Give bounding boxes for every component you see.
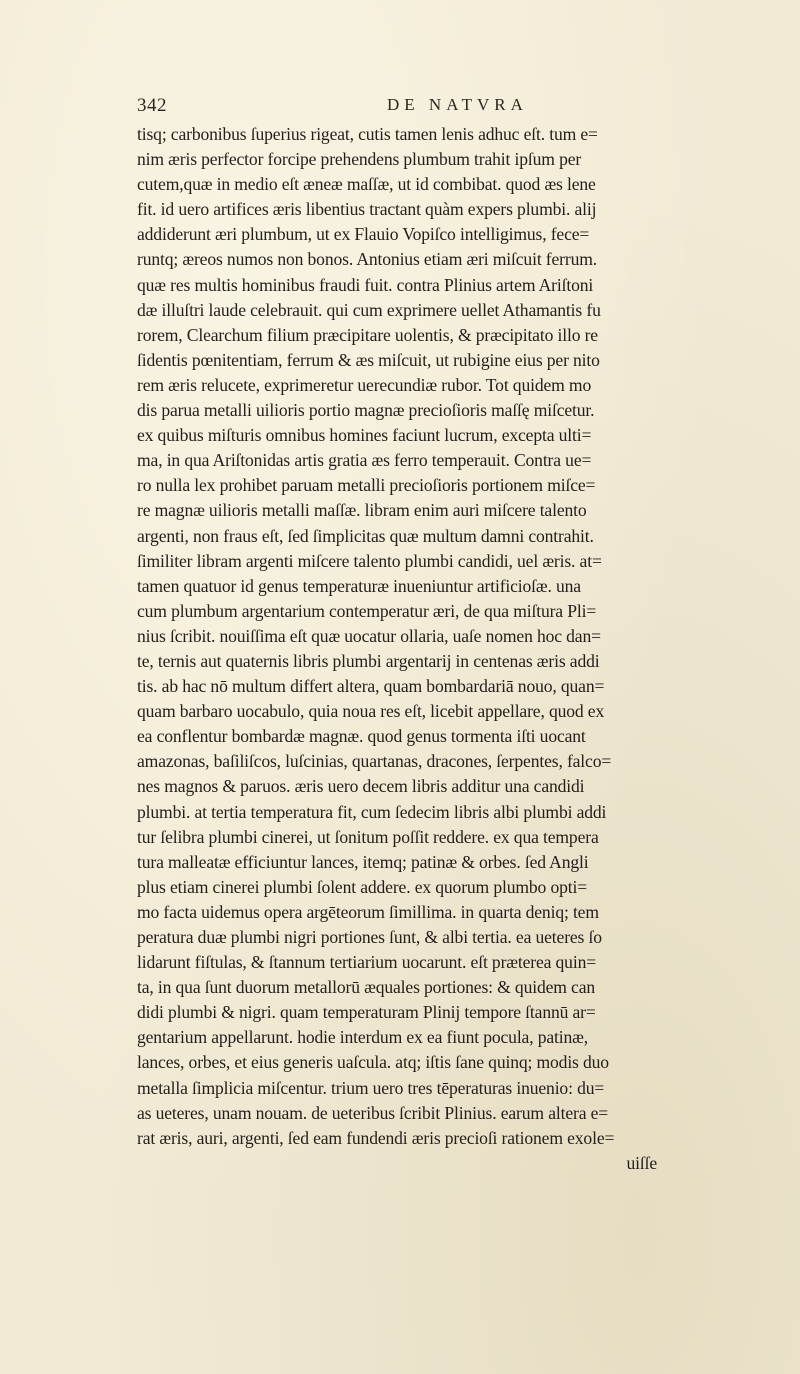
catchword: uiſſe — [626, 1152, 657, 1173]
text-line: lances, orbes, et eius generis uaſcula. atq; iſtis ſane quinq; modis duo — [137, 1052, 609, 1073]
text-line: plus etiam cinerei plumbi ſolent addere. ex quorum plumbo opti= — [137, 876, 587, 897]
text-line: quam barbaro uocabulo, quia noua res eſt, licebit appellare, quod ex — [137, 701, 605, 722]
text-line: cutem,quæ in medio eſt æneæ maſſæ, ut id combibat. quod æs lene — [137, 174, 596, 195]
text-line: ſimiliter libram argenti miſcere talento plumbi candidi, uel æris. at= — [137, 550, 602, 571]
body-text — [137, 122, 657, 1176]
text-line: tis. ab hac nō multum differt altera, quam bombardariā nouo, quan= — [137, 676, 605, 697]
text-line: gentarium appellarunt. hodie interdum ex ea fiunt pocula, patinæ, — [137, 1027, 588, 1048]
text-line: quæ res multis hominibus fraudi fuit. contra Plinius artem Ariſtoni — [137, 274, 594, 295]
text-line: mo facta uidemus opera argēteorum ſimillima. in quarta deniq; tem — [137, 901, 599, 922]
text-line: tur ſelibra plumbi cinerei, ut ſonitum poſſit reddere. ex qua tempera — [137, 826, 599, 847]
text-line: ea conflentur bombardæ magnæ. quod genus tormenta iſti uocant — [137, 726, 586, 747]
text-line: fit. id uero artifices æris libentius tractant quàm expers plumbi. alij — [137, 199, 597, 220]
text-line: plumbi. at tertia temperatura fit, cum ſedecim libris albi plumbi addi — [137, 801, 607, 822]
text-line: ex quibus miſturis omnibus homines faciunt lucrum, excepta ulti= — [137, 425, 592, 446]
text-line: rat æris, auri, argenti, ſed eam fundendi æris precioſi rationem exole= — [137, 1127, 615, 1148]
page-number: 342 — [137, 95, 167, 116]
text-line: nius ſcribit. nouiſſima eſt quæ uocatur ollaria, uaſe nomen hoc dan= — [137, 625, 601, 646]
text-line: te, ternis aut quaternis libris plumbi argentarij in centenas æris addi — [137, 650, 600, 671]
text-line: argenti, non fraus eſt, ſed ſimplicitas quæ multum damni contrahit. — [137, 525, 594, 546]
text-line: ta, in qua ſunt duorum metallorū æquales portiones: & quidem can — [137, 977, 596, 998]
text-line: rem æris relucete, exprimeretur uerecundiæ rubor. Tot quidem mo — [137, 374, 592, 395]
text-line: nim æris perfector forcipe prehendens plumbum trahit ipſum per — [137, 149, 582, 170]
text-line: nes magnos & paruos. æris uero decem libris additur una candidi — [137, 776, 585, 797]
running-title: DE NATVRA — [387, 95, 528, 114]
page-header — [137, 95, 657, 121]
text-line: didi plumbi & nigri. quam temperaturam Plinij tempore ſtannū ar= — [137, 1002, 596, 1023]
text-line: tura malleatæ efficiuntur lances, itemq; patinæ & orbes. ſed Angli — [137, 851, 589, 872]
text-line: dis parua metalli uilioris portio magnæ precioſioris maſſę miſcetur. — [137, 400, 595, 421]
text-line: rorem, Clearchum filium præcipitare uolentis, & præcipitato illo re — [137, 324, 598, 345]
text-line: ſidentis pœnitentiam, ferrum & æs miſcuit, ut rubigine eius per nito — [137, 349, 600, 370]
text-line: tisq; carbonibus ſuperius rigeat, cutis tamen lenis adhuc eſt. tum e= — [137, 124, 598, 144]
text-line: lidarunt fiſtulas, & ſtannum tertiarium uocarunt. eſt præterea quin= — [137, 952, 596, 973]
text-line: re magnæ uilioris metalli maſſæ. libram enim auri miſcere talento — [137, 500, 587, 521]
text-line: runtq; æreos numos non bonos. Antonius etiam æri miſcuit ferrum. — [137, 249, 598, 270]
text-line: dæ illuſtri laude celebrauit. qui cum exprimere uellet Athamantis fu — [137, 299, 601, 320]
text-line: tamen quatuor id genus temperaturæ inueniuntur artificioſæ. una — [137, 575, 581, 596]
text-line: as ueteres, unam nouam. de ueteribus ſcribit Plinius. earum altera e= — [137, 1102, 609, 1123]
text-line: metalla ſimplicia miſcentur. trium uero tres tēperaturas inuenio: du= — [137, 1077, 605, 1098]
text-line: peratura duæ plumbi nigri portiones ſunt, & albi tertia. ea ueteres ſo — [137, 927, 602, 947]
text-line: cum plumbum argentarium contemperatur æri, de qua miſtura Pli= — [137, 600, 597, 621]
text-line: ro nulla lex prohibet paruam metalli precioſioris portionem miſce= — [137, 475, 596, 496]
text-line: amazonas, baſiliſcos, luſcinias, quartanas, dracones, ſerpentes, falco= — [137, 751, 612, 772]
text-line: ma, in qua Ariſtonidas artis gratia æs ferro temperauit. Contra ue= — [137, 450, 592, 471]
text-line: addiderunt æri plumbum, ut ex Flauio Vopiſco intelligimus, fece= — [137, 224, 590, 245]
